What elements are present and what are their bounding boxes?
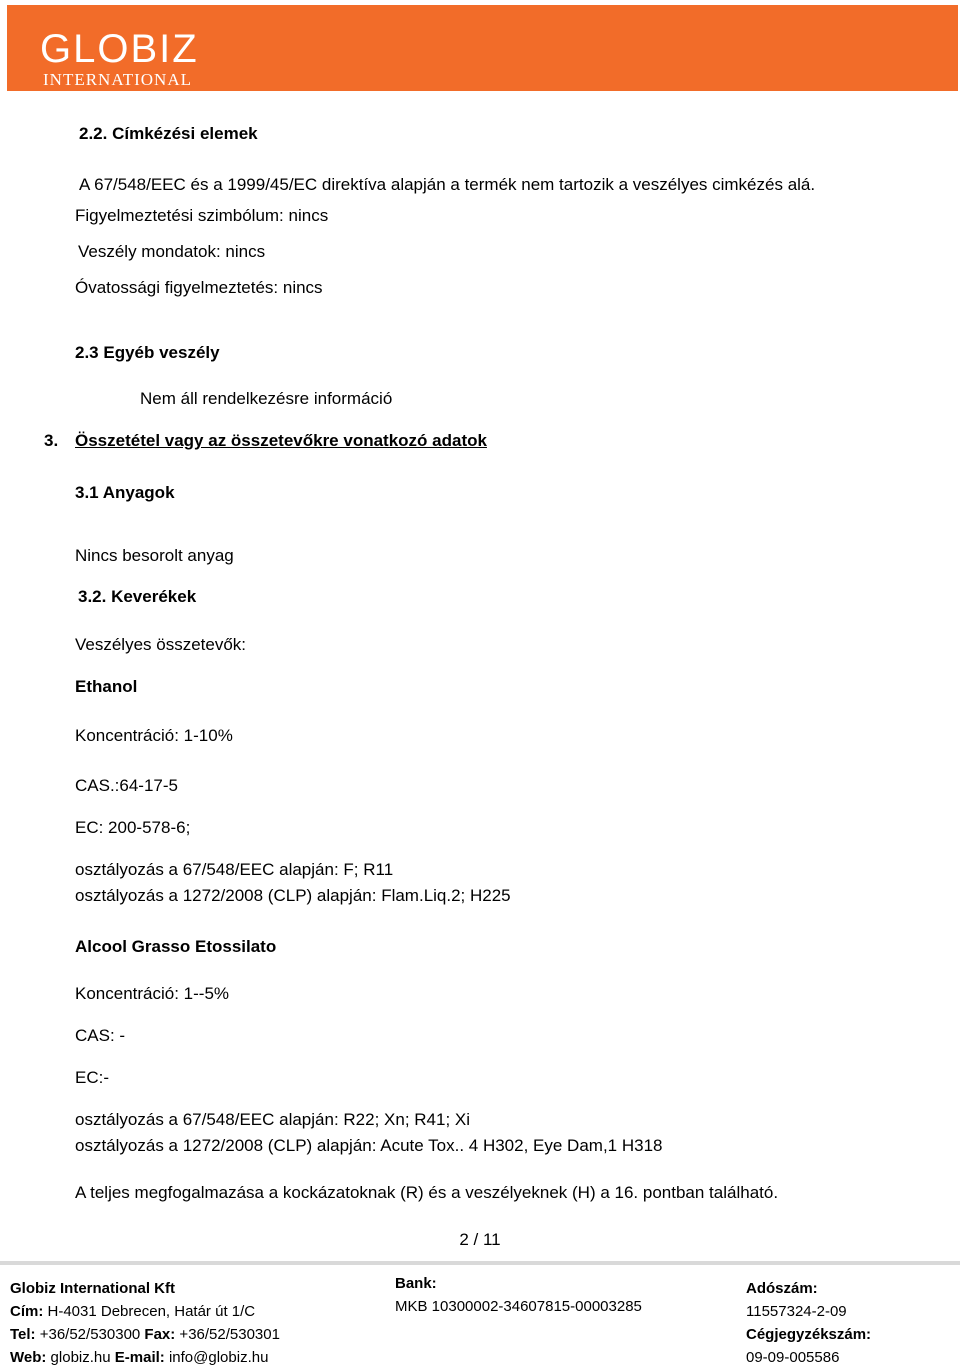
ingredient-ec: EC: 200-578-6; <box>75 818 191 837</box>
ingredient-classification-clp: osztályozás a 1272/2008 (CLP) alapján: Flam.Liq.2; H225 <box>75 886 511 905</box>
footer-address: Cím: H-4031 Debrecen, Határ út 1/C <box>10 1303 256 1320</box>
other-hazard-text: Nem áll rendelkezésre információ <box>140 389 393 408</box>
footer-bank-account: MKB 10300002-34607815-00003285 <box>395 1298 642 1315</box>
section-3-number: 3. <box>44 431 59 450</box>
substances-text: Nincs besorolt anyag <box>75 546 234 565</box>
footer-web: Web: globiz.hu E-mail: info@globiz.hu <box>10 1349 269 1366</box>
ingredient-name: Ethanol <box>75 677 138 696</box>
footer-bank-label: Bank: <box>395 1275 437 1292</box>
footer-company: Globiz International Kft <box>10 1280 175 1297</box>
ingredient-cas: CAS: - <box>75 1026 126 1045</box>
footer-reg-number: 09-09-005586 <box>746 1349 840 1366</box>
footer-tax-label: Adószám: <box>746 1280 818 1297</box>
precautionary-statements: Óvatossági figyelmeztetés: nincs <box>75 278 323 297</box>
footer-phone: Tel: +36/52/530300 Fax: +36/52/530301 <box>10 1326 280 1343</box>
header-banner <box>7 5 958 91</box>
ingredient-classification-eec: osztályozás a 67/548/EEC alapján: R22; Xn; R41; Xi <box>75 1110 471 1129</box>
footer-tax-number: 11557324-2-09 <box>746 1303 847 1320</box>
footer-reg-label: Cégjegyzékszám: <box>746 1326 872 1343</box>
ingredient-ec: EC:- <box>75 1068 109 1087</box>
footer-divider <box>0 1261 960 1265</box>
section-2-2-title: 2.2. Címkézési elemek <box>79 124 258 143</box>
logo: GLOBIZ <box>40 27 199 71</box>
section-2-3-title: 2.3 Egyéb veszély <box>75 343 220 362</box>
ingredient-concentration: Koncentráció: 1-10% <box>75 726 233 745</box>
ingredient-classification-eec: osztályozás a 67/548/EEC alapján: F; R11 <box>75 860 394 879</box>
page-number: 2 / 11 <box>459 1230 501 1249</box>
section-3-title: Összetétel vagy az összetevőkre vonatkozó adatok <box>75 431 487 450</box>
section-3-1-title: 3.1 Anyagok <box>75 483 175 502</box>
ingredient-cas: CAS.:64-17-5 <box>75 776 178 795</box>
logo-subtitle: INTERNATIONAL <box>43 70 192 89</box>
labeling-statement: A 67/548/EEC és a 1999/45/EC direktíva alapján a termék nem tartozik a veszélyes cimkézés alá. <box>79 175 816 194</box>
final-note: A teljes megfogalmazása a kockázatoknak (R) és a veszélyeknek (H) a 16. pontban található. <box>75 1183 779 1202</box>
ingredient-concentration: Koncentráció: 1--5% <box>75 984 230 1003</box>
section-3-2-title: 3.2. Keverékek <box>78 587 197 606</box>
ingredient-name: Alcool Grasso Etossilato <box>75 937 277 956</box>
ingredient-classification-clp: osztályozás a 1272/2008 (CLP) alapján: Acute Tox.. 4 H302, Eye Dam,1 H318 <box>75 1136 663 1155</box>
warning-symbol: Figyelmeztetési szimbólum: nincs <box>75 206 329 225</box>
hazard-statements: Veszély mondatok: nincs <box>78 242 266 261</box>
hazardous-components-label: Veszélyes összetevők: <box>75 635 247 654</box>
